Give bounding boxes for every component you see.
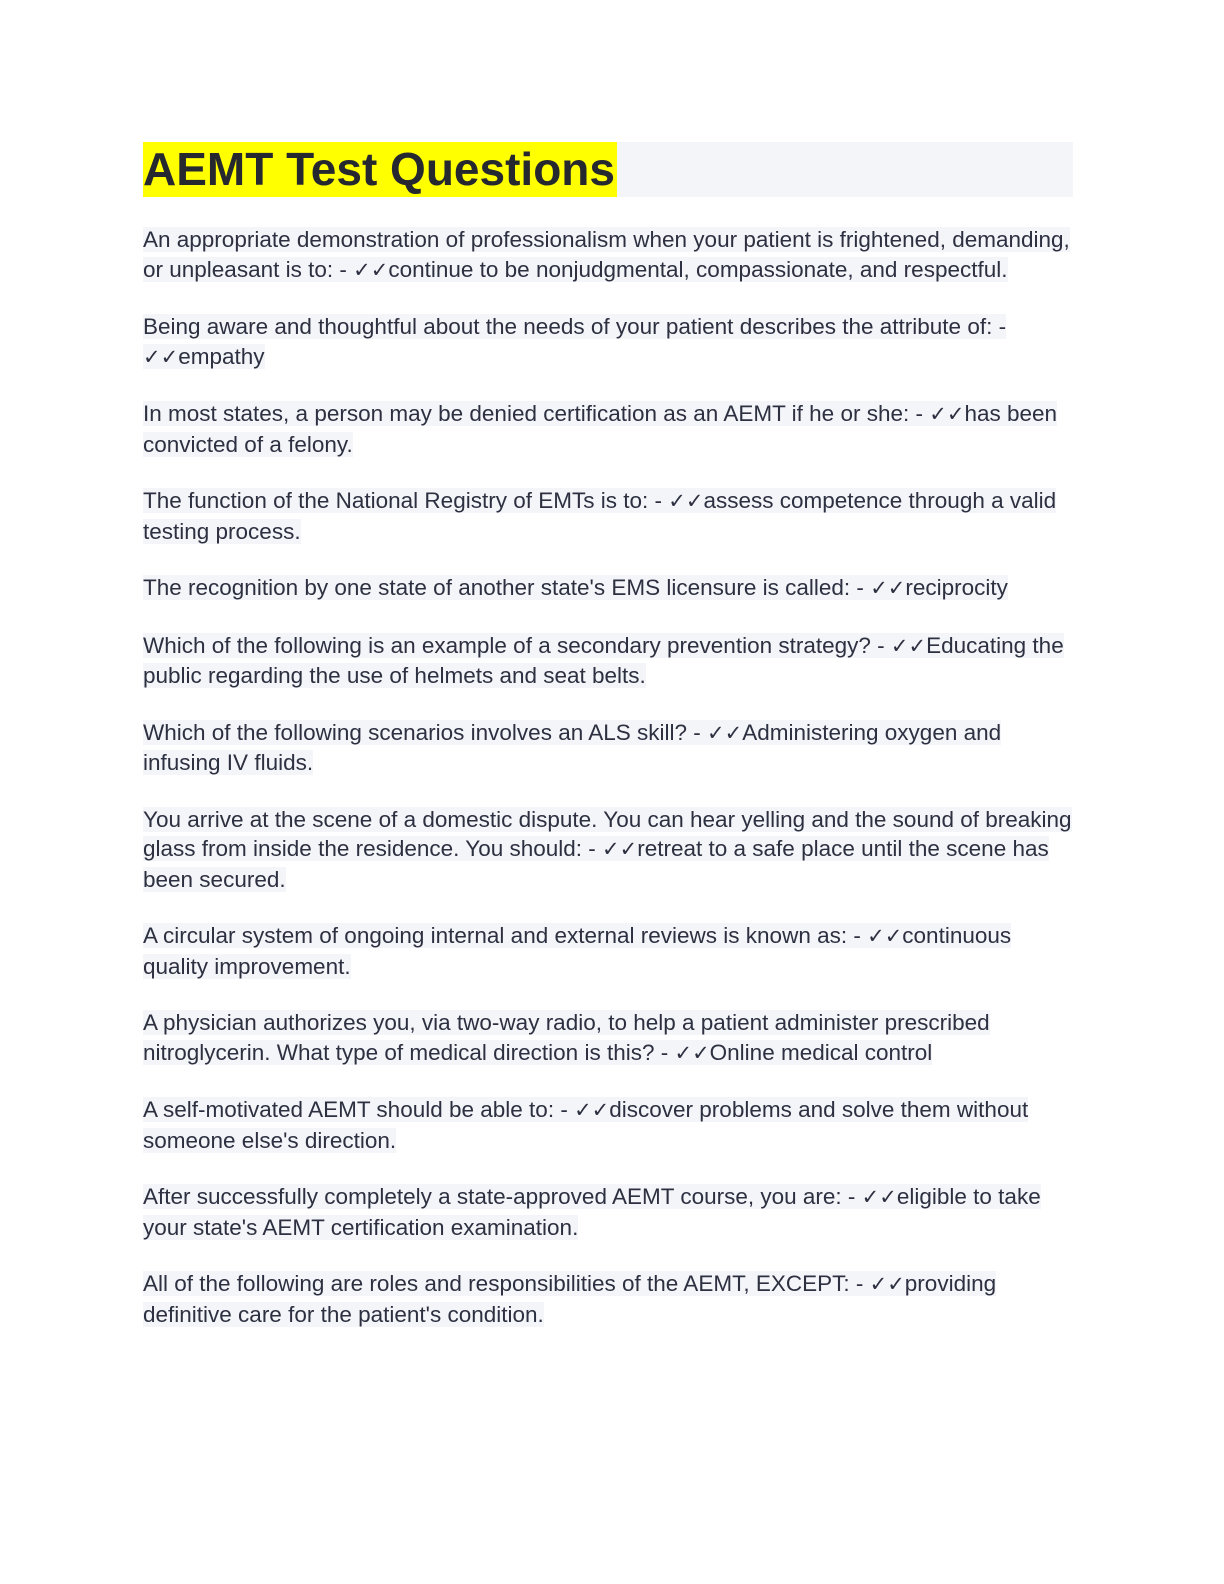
page-title: AEMT Test Questions [143, 143, 615, 195]
check-icon: ✓✓ [929, 402, 965, 426]
title-bar [143, 142, 1073, 197]
check-icon: ✓✓ [353, 257, 389, 282]
question-item [143, 718, 1073, 778]
document-page [143, 142, 1073, 1356]
answer-text: assess competence through a valid testing process. [143, 488, 1057, 544]
answer-text: Administering oxygen and infusing IV fluids. [143, 719, 1002, 775]
question-text: After successfully completely a state-approved AEMT course, you are: - [143, 1184, 862, 1209]
answer-text: discover problems and solve them without someone else's direction. [143, 1097, 1029, 1153]
answer-text: reciprocity [905, 575, 1008, 600]
question-item [143, 805, 1073, 895]
answer-text: Online medical control [709, 1039, 933, 1065]
question-text: Which of the following scenarios involves an ALS skill? - [143, 719, 708, 745]
question-item [143, 1182, 1073, 1242]
question-item [143, 631, 1073, 691]
question-text: All of the following are roles and responsibilities of the AEMT, EXCEPT: - [143, 1271, 870, 1296]
check-icon: ✓✓ [668, 489, 704, 513]
question-item [143, 573, 1073, 604]
question-item [143, 1269, 1073, 1329]
check-icon: ✓✓ [867, 924, 903, 948]
question-list [143, 225, 1073, 1329]
answer-text: empathy [178, 343, 265, 369]
check-icon: ✓✓ [890, 633, 927, 658]
check-icon: ✓✓ [674, 1040, 710, 1065]
answer-text: eligible to take your state's AEMT certification examination. [143, 1184, 1041, 1240]
question-text: In most states, a person may be denied certification as an AEMT if he or she: - [143, 401, 930, 426]
question-text: The recognition by one state of another state's EMS licensure is called: - [143, 575, 871, 600]
question-item [143, 1008, 1073, 1068]
answer-text: continuous quality improvement. [143, 923, 1012, 979]
question-item [143, 225, 1073, 285]
check-icon: ✓✓ [707, 720, 743, 745]
question-item [143, 312, 1073, 372]
answer-text: retreat to a safe place until the scene has been secured. [143, 836, 1049, 892]
question-text: You arrive at the scene of a domestic dispute. You can hear yelling and the sound of breaking glass from inside the residence. You should: - [143, 806, 1072, 861]
question-text: Being aware and thoughtful about the needs of your patient describes the attribute of: - [143, 314, 1007, 339]
question-text: A self-motivated AEMT should be able to: - [143, 1097, 575, 1122]
answer-text: has been convicted of a felony. [143, 401, 1058, 457]
check-icon: ✓✓ [869, 1272, 905, 1296]
question-text: Which of the following is an example of a secondary prevention strategy? - [143, 632, 891, 658]
question-item [143, 1095, 1073, 1155]
question-text: A physician authorizes you, via two-way radio, to help a patient administer prescribed nitroglycerin. What type of medical direction is this? - [143, 1010, 990, 1065]
question-text: The function of the National Registry of EMTs is to: - [143, 488, 669, 513]
check-icon: ✓✓ [143, 344, 179, 369]
answer-text: continue to be nonjudgmental, compassionate, and respectful. [388, 256, 1008, 282]
check-icon: ✓✓ [602, 837, 638, 861]
question-item [143, 486, 1073, 546]
question-item [143, 921, 1073, 981]
answer-text: Educating the public regarding the use of helmets and seat belts. [143, 632, 1064, 688]
question-text: An appropriate demonstration of professionalism when your patient is frightened, demanding, or unpleasant is to: - [143, 227, 1070, 282]
answer-text: providing definitive care for the patient's condition. [143, 1271, 997, 1327]
check-icon: ✓✓ [574, 1098, 610, 1122]
question-item [143, 399, 1073, 459]
check-icon: ✓✓ [861, 1185, 897, 1209]
check-icon: ✓✓ [870, 576, 906, 600]
question-text: A circular system of ongoing internal and external reviews is known as: - [143, 923, 868, 948]
